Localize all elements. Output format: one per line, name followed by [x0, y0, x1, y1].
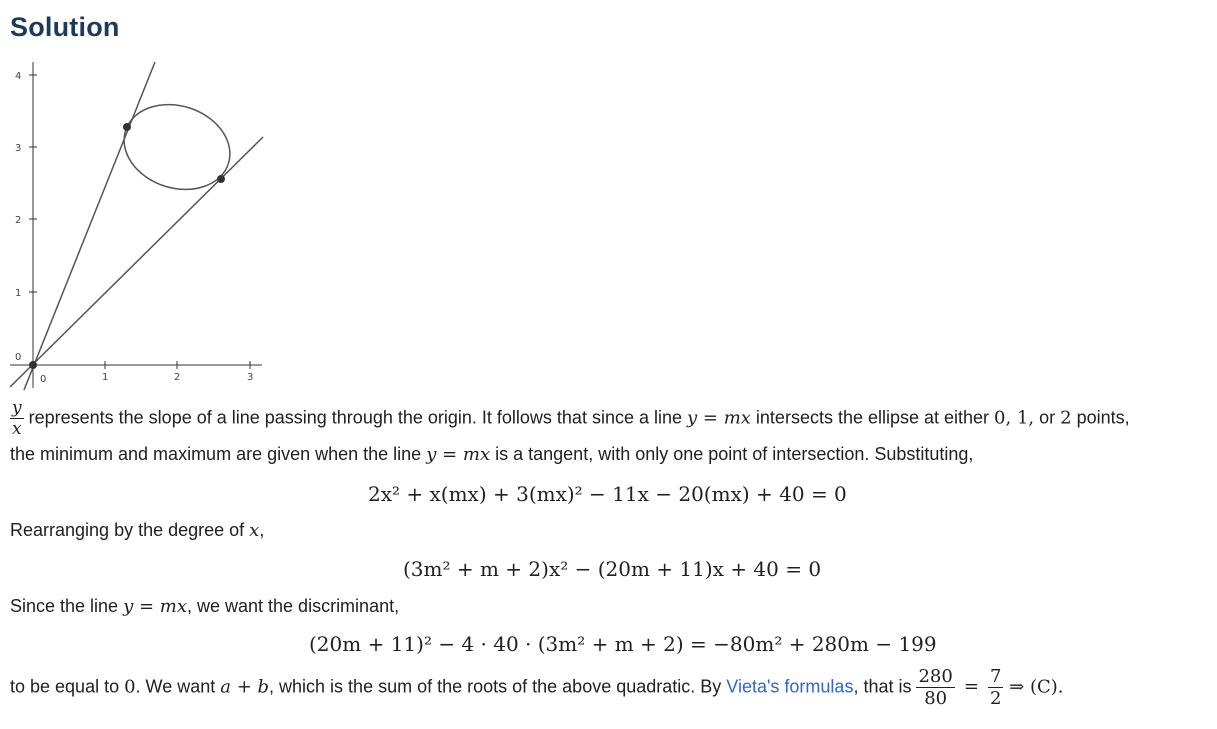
x-tick-label-3: 3	[247, 372, 254, 383]
vietas-formulas-link[interactable]: Vieta's formulas	[726, 676, 854, 697]
paragraph-tangent: the minimum and maximum are given when the line y = mx is a tangent, with only one point of intersection. Substituting,	[10, 444, 974, 465]
ellipse	[113, 91, 241, 202]
x-tick-label-2: 2	[174, 372, 181, 383]
origin-point	[29, 361, 37, 369]
ellipse-tangent-graph	[0, 55, 275, 390]
y-tick-label-2: 2	[15, 215, 22, 226]
equation-quadratic: (3m² + m + 2)x² − (20m + 11)x + 40 = 0	[403, 557, 822, 581]
y-tick-label-1: 1	[15, 288, 22, 299]
equation-discriminant: (20m + 11)² − 4 · 40 · (3m² + m + 2) = −80m² + 280m − 199	[309, 632, 937, 656]
fraction-280-over-80: $\frac{280}{80}$	[918, 666, 953, 709]
x-tick-label-0: 0	[40, 374, 47, 385]
paragraph-vieta: to be equal to 0. We want a + b, which is the sum of the roots of the above quadratic. By Vieta's formulas, that is $\frac{280}{80}$ = $\frac{7}{2}$ ⇒ (C).	[10, 666, 1064, 709]
paragraph-slope: $\frac{y}{x}$ represents the slope of a line passing through the origin. It follows that since a line y = mx intersects the ellipse at either 0, 1, or 2 points,	[12, 398, 1130, 439]
steep-tangent-line	[10, 62, 155, 390]
tangent-point-lower	[217, 175, 225, 183]
equation-substitution: 2x² + x(mx) + 3(mx)² − 11x − 20(mx) + 40 = 0	[368, 482, 847, 506]
fraction-7-over-2: $\frac{7}{2}$	[989, 666, 1002, 709]
x-tick-label-1: 1	[102, 372, 109, 383]
solution-heading: Solution	[10, 12, 120, 42]
shallow-tangent-line	[10, 137, 263, 387]
paragraph-discriminant: Since the line y = mx, we want the discriminant,	[10, 596, 400, 617]
paragraph-rearranging: Rearranging by the degree of x,	[10, 520, 265, 541]
tangent-point-upper	[123, 123, 131, 131]
fraction-y-over-x: $\frac{y}{x}$	[12, 398, 22, 439]
y-tick-label-3: 3	[15, 143, 22, 154]
y-tick-label-4: 4	[15, 71, 22, 82]
y-tick-label-0: 0	[15, 352, 22, 363]
